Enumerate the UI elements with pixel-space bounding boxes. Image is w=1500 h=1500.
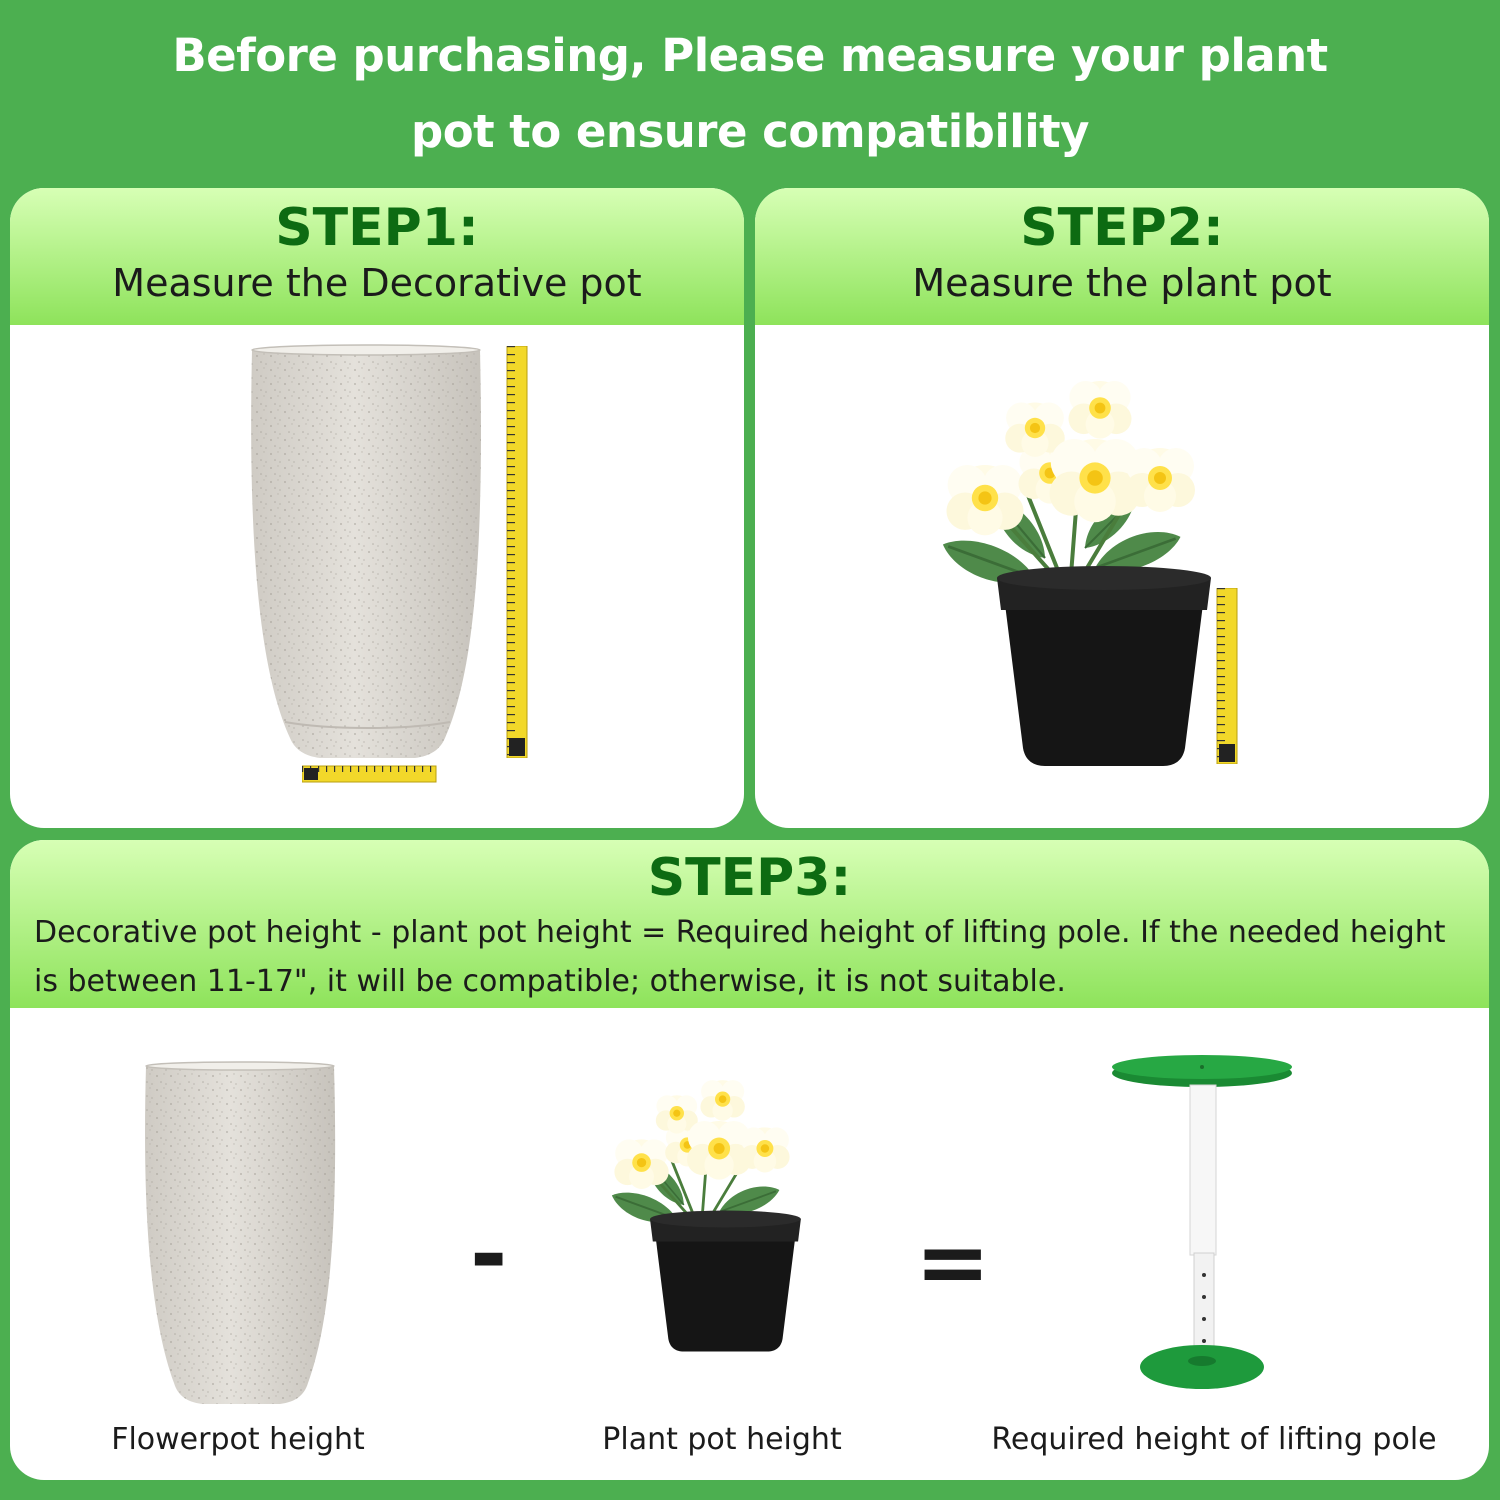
tape-measure-small-icon (1213, 588, 1243, 764)
step3-header (10, 840, 1489, 1008)
step3-title: STEP3: (647, 848, 852, 908)
step1-header (10, 188, 744, 325)
minus-symbol: - (470, 1202, 508, 1307)
step2-header (755, 188, 1489, 325)
lifting-pole-height-caption: Required height of lifting pole (991, 1422, 1437, 1457)
flowerpot-icon (140, 1058, 340, 1410)
headline-line-1: Before purchasing, Please measure your plant (172, 29, 1328, 82)
tape-measure-icon (503, 346, 533, 758)
step3-description: Decorative pot height - plant pot height = Required height of lifting pole. If the needed height is between 11-17", it will be compatible; otherwise, it is not suitable. (34, 915, 1446, 999)
step2-card (755, 188, 1489, 828)
headline-line-2: pot to ensure compatibility (411, 105, 1089, 158)
step2-title: STEP2: (1020, 198, 1224, 258)
step1-subtitle: Measure the Decorative pot (112, 261, 642, 305)
headline (0, 18, 1500, 170)
step1-title: STEP1: (275, 198, 479, 258)
equals-symbol: = (915, 1210, 991, 1315)
plant-pot-height-caption: Plant pot height (602, 1422, 842, 1457)
flowerpot-height-caption: Flowerpot height (111, 1422, 365, 1457)
tape-measure-horizontal-icon (302, 763, 438, 785)
potted-flower-icon (885, 378, 1265, 778)
step2-subtitle: Measure the plant pot (912, 261, 1332, 305)
step1-card (10, 188, 744, 828)
plant-pot-icon (570, 1078, 840, 1360)
lifting-pole-icon (1110, 1055, 1295, 1395)
